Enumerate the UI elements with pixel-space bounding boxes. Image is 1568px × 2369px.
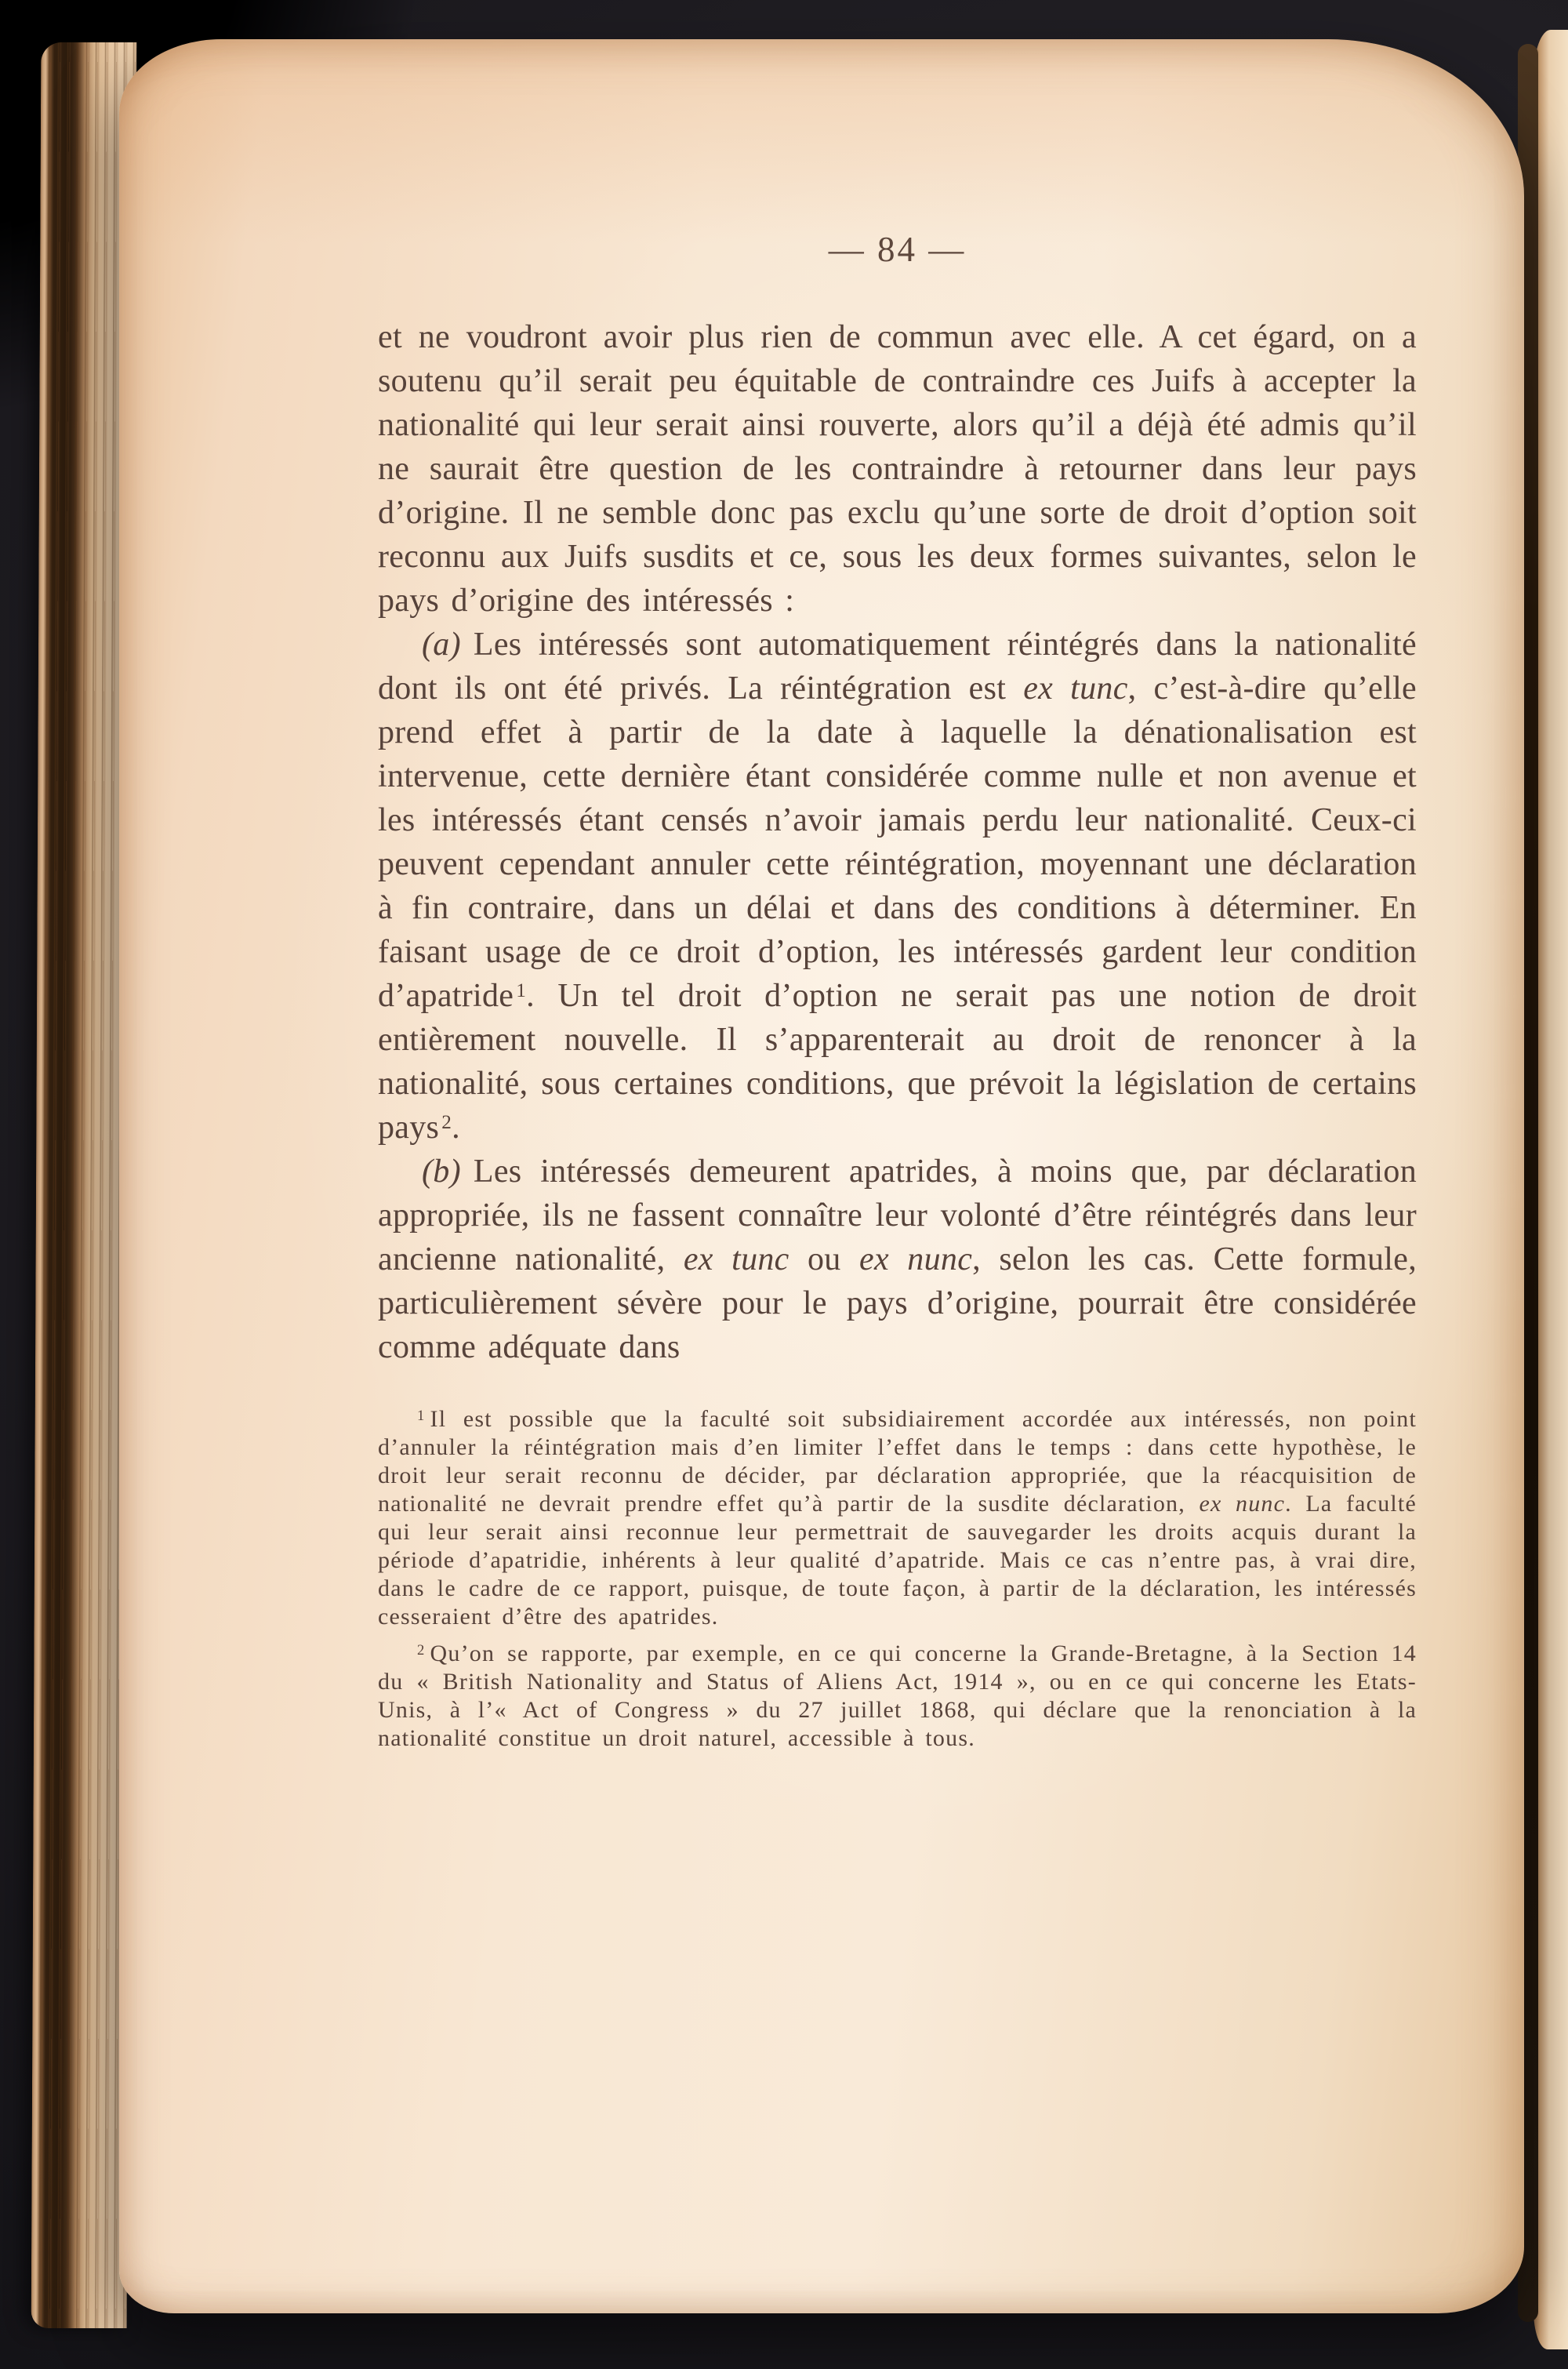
footnote-ref-1: 1 bbox=[516, 979, 527, 1001]
paragraph-a-marker: (a) bbox=[422, 627, 461, 663]
facing-page-edge bbox=[1534, 30, 1568, 2349]
footnote-1-text: Il est possible que la faculté soit subsidiairement accordée aux intéressés, non point d’annuler la réintégration mais d’en limiter l’effet dans le temps : dans cette hypothèse, le droit leur serait reconnu de décider, par déclaration appropriée, que la réacquisition de nationalité ne devrait prendre effet qu’à partir de la susdite déclaration, bbox=[378, 1406, 1417, 1517]
paragraph-b-text: , selon les cas. Cette formule, particulièrement sévère pour le pays d’origine, pourrait être considérée comme adéquate dans bbox=[378, 1241, 1417, 1365]
latin-phrase-ex-tunc: ex tunc bbox=[683, 1241, 789, 1277]
paragraph-b-marker: (b) bbox=[422, 1154, 461, 1190]
paragraph-continued bbox=[378, 315, 1417, 623]
paragraph-a-text: Les intéressés sont automatiquement réintégrés dans la nationalité dont ils ont été privés. La réintégration est bbox=[378, 627, 1417, 707]
footnote-1-text: . La faculté qui leur serait ainsi reconnue leur permettrait de sauvegarder les droits acquis durant la période d’apatridie, inhérents à leur qualité d’apatride. Mais ce cas n’entre pas, à vrai dire, dans le cadre de ce rapport, puisque, de toute façon, à partir de la déclaration, les intéressés cesseraient d’être des apatrides. bbox=[378, 1491, 1417, 1630]
paragraph-a-text: . Un tel droit d’option ne serait pas une notion de droit entièrement nouvelle. Il s’apparenterait au droit de renoncer à la nationalité, sous certaines conditions, que prévoit la législation de certains pays bbox=[378, 978, 1417, 1146]
footnote-1 bbox=[378, 1405, 1417, 1631]
book-page bbox=[119, 39, 1524, 2313]
footnote-ref-2: 2 bbox=[441, 1111, 452, 1133]
footnote-separator-space bbox=[378, 1369, 1417, 1405]
footnote-2-text: Qu’on se rapporte, par exemple, en ce qui concerne la Grande-Bretagne, à la Section 14 du « British Nationality and Status of Aliens Act, 1914 », ou en ce qui concerne les Etats-Unis, à l’« Act of Congress » du 27 juillet 1868, qui déclare que la renonciation à la nationalité constitue un droit naturel, accessible à tous. bbox=[378, 1640, 1417, 1751]
footnote-2-marker: 2 bbox=[417, 1642, 426, 1659]
latin-phrase-ex-tunc: ex tunc bbox=[1023, 670, 1128, 707]
paragraph-a-text: , c’est-à-dire qu’elle prend effet à partir de la date à laquelle la dénationalisation est intervenue, cette dernière étant considérée comme nulle et non avenue et les intéressés étant censés n’avoir jamais perdu leur nationalité. Ceux-ci peuvent cependant annuler cette réintégration, moyennant une déclaration à fin contraire, dans un délai et dans des conditions à déterminer. En faisant usage de ce droit d’option, les intéressés gardent leur condition d’apatride bbox=[378, 670, 1417, 1014]
footnote-1-marker: 1 bbox=[417, 1408, 426, 1425]
footnote-2 bbox=[378, 1640, 1417, 1753]
latin-phrase-ex-nunc: ex nunc bbox=[1199, 1491, 1286, 1517]
latin-phrase-ex-nunc: ex nunc bbox=[859, 1241, 973, 1277]
page-number: — 84 — bbox=[828, 230, 967, 269]
page-text-block bbox=[378, 315, 1417, 1761]
paragraph-continued-text: et ne voudront avoir plus rien de commun avec elle. A cet égard, on a soutenu qu’il serait peu équitable de contraindre ces Juifs à accepter la nationalité qui leur serait ainsi rouverte, alors qu’il a déjà été admis qu’il ne saurait être question de les contraindre à retourner dans leur pays d’origine. Il ne semble donc pas exclu qu’une sorte de droit d’option soit reconnu aux Juifs susdits et ce, sous les deux formes suivantes, selon le pays d’origine des intéressés : bbox=[378, 319, 1417, 619]
paragraph-a bbox=[378, 623, 1417, 1150]
paragraph-b-text: ou bbox=[789, 1241, 860, 1277]
paragraph-b-text: Les intéressés demeurent apatrides, à moins que, par déclaration appropriée, ils ne fassent connaître leur volonté d’être réintégrés dans leur ancienne nationalité, bbox=[378, 1154, 1417, 1277]
paragraph-a-text: . bbox=[452, 1110, 460, 1146]
paragraph-b bbox=[378, 1150, 1417, 1369]
footnotes-block bbox=[378, 1405, 1417, 1753]
